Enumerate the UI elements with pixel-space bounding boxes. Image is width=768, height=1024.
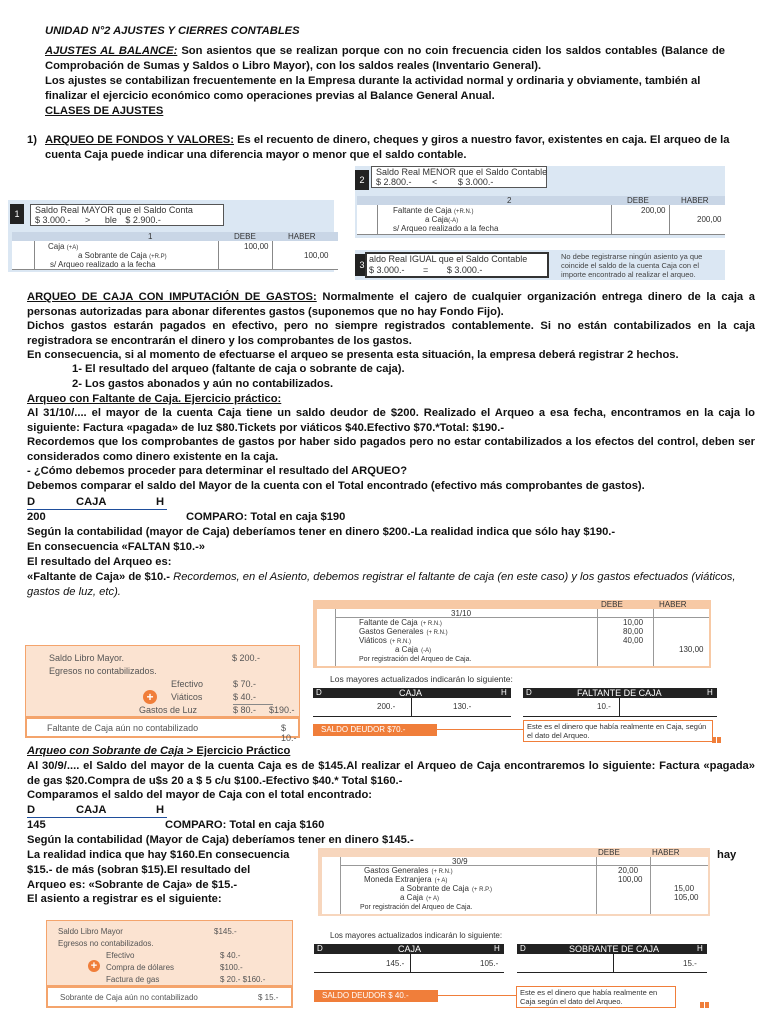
ledger-row-tag: (+ A) — [426, 896, 439, 902]
fig1-row2-tag: (+R.P) — [149, 254, 167, 260]
ledger-row-account: Gastos Generales — [359, 627, 424, 636]
fig7-panel — [46, 920, 293, 1010]
ledger-row — [400, 884, 492, 893]
imputacion-text1: Normalmente el cajero de cualquier organización entrega dinero de la caja a personas autorizadas para abonar diferentes gastos (suponemos que no hay Fondo Fijo). — [27, 291, 756, 318]
fig4-caja-bar — [313, 688, 511, 698]
ledger-row-tag: (+ R.N.) — [426, 630, 448, 636]
ledger-row — [400, 893, 439, 902]
fig5-plus-icon: + — [143, 690, 157, 704]
sobrante-p4a: La realidad indica que hay $160.En consecuencia — [27, 849, 290, 861]
expense-item-name: Compra de dólares — [106, 963, 175, 972]
ledger-row-debe: 10,00 — [623, 618, 644, 627]
taccount1-h: H — [156, 496, 165, 508]
fig1-haber: HABER — [288, 232, 316, 241]
ledger-row-account: Gastos Generales — [364, 866, 429, 875]
arqueo-label: ARQUEO DE FONDOS Y VALORES: — [45, 134, 234, 146]
fig7-r1v: $145.- — [214, 927, 237, 936]
fig8-sobrante-d: D — [520, 944, 526, 953]
faltante-comparo: COMPARO: Total en caja $190 — [186, 511, 346, 523]
fig6-footer: Por registración del Arqueo de Caja. — [360, 904, 473, 911]
fig4-ledger-body — [317, 609, 709, 666]
ledger-row-account: a Caja — [400, 893, 424, 902]
fig2-col-num: 2 — [507, 196, 512, 205]
fig1-header: Saldo Real MAYOR que el Saldo Conta — [35, 205, 193, 215]
ajustes-paragraph — [45, 44, 725, 73]
fig4-mark-a — [712, 737, 716, 743]
fig1-col-num: 1 — [148, 232, 153, 241]
faltante-p4: Debemos comparar el saldo del Mayor de la cuenta con el Total encontrado (efectivo más comprobantes de gastos). — [27, 480, 645, 492]
fig8-caja-haber: 105.- — [480, 959, 499, 968]
expense-item-value: $100.- — [220, 963, 243, 972]
ledger-row-haber: 15,00 — [674, 884, 695, 893]
fig1-row2: a Sobrante de Caja — [78, 251, 147, 260]
expense-item-name: Viáticos — [171, 692, 203, 702]
fig4-faltante-d: D — [526, 688, 532, 697]
fig8-caja-h: H — [494, 944, 500, 953]
fig6-debe: DEBE — [598, 848, 620, 857]
ledger-row-debe: 20,00 — [618, 866, 639, 875]
sobrante-title: Arqueo con Sobrante de Caja — [27, 745, 184, 757]
expense-item-value: $ 70.- — [233, 679, 257, 689]
fig3-op: = — [423, 265, 429, 275]
fig4-caja-h: H — [501, 688, 507, 697]
fig1-ledger-head — [12, 232, 338, 241]
fig4-faltante-debe: 10.- — [597, 702, 611, 711]
fig2-ledger-body — [357, 205, 725, 235]
expense-item-name: Efectivo — [106, 951, 135, 960]
faltante-p8-bold: «Faltante de Caja» de $10.- — [27, 571, 171, 583]
imputacion-p3: En consecuencia, si al momento de efectuarse el arqueo se presenta esta situación, la empresa deberá registrar 2 hechos. — [27, 349, 679, 361]
faltante-p3: - ¿Cómo debemos proceder para determinar el resultado del ARQUEO? — [27, 465, 408, 477]
expense-item-name: Factura de gas — [106, 975, 160, 984]
arqueo-text: Es el recuento de dinero, cheques y giros a nuestro favor, existentes en caja. El arqueo de la cuenta Caja puede indicar una diferencia mayor o menor que el saldo contable. — [45, 134, 730, 161]
ledger-row-account: Faltante de Caja — [359, 618, 418, 627]
fig1-right: $ 2.900.- — [125, 215, 161, 225]
sobrante-p1: Al 30/9/.... el Saldo del mayor de la cuenta Caja es de $145.Al realizar el Arqueo de Caja encontraremos lo siguiente: Factura «pagada» de gas $20.Compra de u$s 20 a $ 5 c/u $100.-Efectivo $40.* Total $160.- — [27, 760, 755, 787]
ledger-row — [364, 875, 447, 884]
fig1-debe: DEBE — [234, 232, 256, 241]
fig4-faltante-title: FALTANTE DE CAJA — [577, 688, 662, 698]
fig4-footer: Por registración del Arqueo de Caja. — [359, 656, 472, 663]
fig3-number: 3 — [355, 254, 369, 276]
fig4-haber: HABER — [659, 600, 687, 609]
fig8-sobrante-h: H — [697, 944, 703, 953]
expense-item-value: $ 40.- — [233, 692, 257, 702]
fig3-note: No debe registrarse ningún asiento ya que coincide el saldo de la cuenta Caja con el importe encontrado al realizar el arqueo. — [561, 252, 703, 279]
fig8-saldo-line — [438, 995, 516, 996]
fig3-panel — [355, 250, 725, 280]
fig4-mayores: Los mayores actualizados indicarán lo siguiente: — [330, 674, 513, 684]
fig2-row2-tag: (-A) — [448, 218, 459, 224]
ledger-row-tag: (+ R.N.) — [420, 621, 442, 627]
fig8-mark-b — [705, 1002, 709, 1008]
imputacion-p1 — [27, 290, 755, 319]
fig2-left: $ 2.800.- — [376, 177, 412, 187]
fig4-saldo: SALDO DEUDOR $70.- — [313, 724, 437, 736]
fig2-panel — [355, 166, 725, 238]
fig7-r2: Egresos no contabilizados. — [58, 939, 154, 948]
sobrante-title-line — [27, 744, 290, 759]
fig2-row1-tag: (+R.N.) — [453, 209, 474, 215]
sobrante-p4b: hay — [717, 849, 737, 861]
fig4-caja-haber: 130.- — [453, 702, 472, 711]
imputacion-h1: 1- El resultado del arqueo (faltante de caja o sobrante de caja). — [72, 363, 405, 375]
ledger-row-haber: 130,00 — [679, 645, 704, 654]
ledger-row-account: Viáticos — [359, 636, 387, 645]
arqueo-paragraph — [45, 133, 755, 162]
fig4-faltante-bar — [523, 688, 717, 698]
ledger-row-debe: 100,00 — [618, 875, 643, 884]
fig1-number: 1 — [10, 204, 24, 224]
fig4-caja-title: CAJA — [399, 688, 423, 698]
sobrante-p7: El asiento a registrar es el siguiente: — [27, 893, 222, 905]
fig8-mark-a — [700, 1002, 704, 1008]
fig4-caja-d: D — [316, 688, 322, 697]
fig5-r1: Saldo Libro Mayor. — [49, 653, 125, 663]
fig5-r3: Faltante de Caja aún no contabilizado — [47, 723, 199, 733]
imputacion-p2: Dichos gastos estarán pagados en efectivo, pero no siempre registrados contablemente. Si no están contabilizados en la caja registradora se encontrarán el dinero y los comprobantes de los gastos. — [27, 320, 755, 347]
ledger-row-account: a Caja — [395, 645, 419, 654]
fig5-r3v: $ 10.- — [281, 723, 297, 743]
ledger-row-tag: (+ R.N.) — [431, 869, 453, 875]
page-title: UNIDAD N°2 AJUSTES Y CIERRES CONTABLES — [45, 25, 300, 37]
expense-item-name: Efectivo — [171, 679, 204, 689]
fig1-row1-debe: 100,00 — [244, 242, 269, 251]
fig7-r3v: $ 15.- — [258, 993, 279, 1002]
taccount1-rule — [27, 509, 167, 510]
expense-item-name: Gastos de Luz — [139, 705, 198, 715]
sobrante-p5: $15.- de más (sobran $15).El resultado del — [27, 864, 251, 876]
taccount1-caja: CAJA — [76, 496, 107, 508]
fig2-header-box — [371, 166, 547, 188]
fig1-ledger-body — [12, 241, 338, 270]
taccount2-d: D — [27, 804, 36, 816]
fig1-row1: Caja — [48, 242, 65, 251]
ledger-row — [359, 636, 411, 645]
fig1-header-box — [30, 204, 224, 226]
fig8-nota: Este es el dinero que había realmente en Caja según el dato del Arqueo. — [516, 986, 676, 1008]
fig2-haber: HABER — [681, 196, 709, 205]
fig6-ledger — [318, 848, 710, 916]
fig3-left: $ 3.000.- — [369, 265, 405, 275]
expense-item-value: $ 40.- — [220, 951, 241, 960]
ledger-row — [364, 866, 453, 875]
fig2-row1-debe: 200,00 — [641, 206, 666, 215]
ledger-row — [395, 645, 431, 654]
ajustes-label: AJUSTES AL BALANCE: — [45, 45, 178, 57]
fig1-row3: s/ Arqueo realizado a la fecha — [50, 260, 156, 269]
fig5-r2: Egresos no contabilizados. — [49, 666, 157, 676]
taccount1-val: 200 — [27, 511, 46, 523]
fig3-header-box — [365, 252, 549, 278]
fig4-saldo-line — [437, 729, 523, 730]
fig1-op: > — [85, 215, 91, 225]
fig3-header: aldo Real IGUAL que el Saldo Contable — [369, 254, 528, 264]
ledger-row-tag: (+ A) — [434, 878, 448, 884]
fig1-left: $ 3.000.- — [35, 215, 71, 225]
fig2-row2: a Caja — [425, 215, 449, 224]
fig4-faltante-account — [523, 688, 717, 718]
ledger-row-tag: (+ R.P.) — [471, 887, 492, 893]
arqueo-number: 1) — [27, 134, 37, 146]
fig4-date: 31/10 — [451, 609, 472, 618]
clases-heading: CLASES DE AJUSTES — [45, 105, 164, 117]
fig5-total: $190.- — [269, 705, 295, 715]
fig8-sobrante-account — [517, 944, 707, 974]
fig2-number: 2 — [355, 170, 369, 190]
faltante-p5: Según la contabilidad (mayor de Caja) deberíamos tener en dinero $200.-La realidad indica que sólo hay $190.- — [27, 526, 616, 538]
imputacion-label: ARQUEO DE CAJA CON IMPUTACIÓN DE GASTOS: — [27, 291, 317, 303]
fig8-caja-title: CAJA — [398, 944, 422, 954]
fig2-right: $ 3.000.- — [457, 177, 494, 187]
faltante-p6: En consecuencia «FALTAN $10.-» — [27, 541, 206, 553]
fig8-saldo: SALDO DEUDOR $ 40.- — [314, 990, 438, 1002]
ledger-row — [359, 618, 442, 627]
fig5-r1v: $ 200.- — [232, 653, 261, 663]
fig4-faltante-h: H — [707, 688, 713, 697]
fig2-op: < — [432, 177, 438, 187]
fig4-ledger — [313, 600, 711, 668]
fig4-caja-account — [313, 688, 511, 718]
ledger-row-tag: (+ R.N.) — [389, 639, 412, 645]
fig8-sobrante-title: SOBRANTE DE CAJA — [569, 944, 660, 954]
ledger-row-account: Moneda Extranjera — [364, 875, 432, 884]
faltante-title: Arqueo con Faltante de Caja. Ejercicio práctico: — [27, 393, 282, 405]
fig2-row2-haber: 200,00 — [697, 215, 722, 224]
sobrante-p6: Arqueo es: «Sobrante de Caja» de $15.- — [27, 879, 238, 891]
fig4-caja-debe: 200.- — [377, 702, 396, 711]
expense-item-value: $ 80.- — [233, 705, 257, 715]
fig8-caja-bar — [314, 944, 504, 954]
fig8-sobrante-bar — [517, 944, 707, 954]
taccount2-caja: CAJA — [76, 804, 107, 816]
fig6-ledger-body — [322, 857, 708, 914]
sobrante-comparo: COMPARO: Total en caja $160 — [165, 819, 325, 831]
imputacion-h2: 2- Los gastos abonados y aún no contabilizados. — [72, 378, 334, 390]
taccount2-rule — [27, 817, 167, 818]
faltante-p1: Al 31/10/.... el mayor de la cuenta Caja tiene un saldo deudor de $200. Realizado el Arqueo a esa fecha, encontramos en la caja lo siguiente: Factura «pagada» de luz $80.Tickets por viáticos $40.Efectivo $70.*Total: $190.- — [27, 407, 755, 434]
faltante-p7: El resultado del Arqueo es: — [27, 556, 172, 568]
fig2-row1: Faltante de Caja — [393, 206, 452, 215]
fig4-debe: DEBE — [601, 600, 623, 609]
faltante-p8-italic: Recordemos, en el Asiento, debemos registrar el faltante de caja (en este caso) y los gastos efectuados (viáticos, gastos de luz, etc). — [27, 571, 736, 598]
taccount2-val: 145 — [27, 819, 46, 831]
faltante-p8 — [27, 570, 755, 599]
fig1-row1-tag: (+A) — [66, 245, 79, 251]
ledger-row-haber: 105,00 — [674, 893, 699, 902]
fig7-r1: Saldo Libro Mayor — [58, 927, 123, 936]
fig1-panel — [8, 200, 334, 272]
fig8-caja-d: D — [317, 944, 323, 953]
fig8-mayores: Los mayores actualizados indicarán lo siguiente: — [330, 931, 503, 940]
sobrante-title2: > Ejercicio Práctico — [183, 745, 291, 757]
fig4-mark-b — [717, 737, 721, 743]
fig2-debe: DEBE — [627, 196, 649, 205]
fig8-sobrante-haber: 15.- — [683, 959, 697, 968]
ledger-row-debe: 40,00 — [623, 636, 644, 645]
ledger-row-tag: (-A) — [421, 648, 432, 654]
fig4-nota: Este es el dinero que había realmente en Caja, según el dato del Arqueo. — [523, 720, 713, 742]
ledger-row-account: a Sobrante de Caja — [400, 884, 469, 893]
ajustes-text1: Son asientos que se realizan porque con no coin frecuencia ciden los saldos contables (Balance de Comprobación de Sumas y Saldos o Libro Mayor), con los saldos reales (Inventario General). — [45, 45, 725, 72]
fig8-caja-debe: 145.- — [386, 959, 405, 968]
ledger-row-debe: 80,00 — [623, 627, 644, 636]
taccount2-h: H — [156, 804, 165, 816]
taccount1-d: D — [27, 496, 36, 508]
fig2-row3: s/ Arqueo realizado a la fecha — [393, 224, 499, 233]
ajustes-text2: Los ajustes se contabilizan frecuentemente en la Empresa durante la actividad normal y ordinaria y obviamente, también al finalizar el ejercicio económico como operaciones previas al Balance General Anual. — [45, 75, 701, 102]
fig7-r3: Sobrante de Caja aún no contabilizado — [60, 993, 198, 1002]
fig8-caja-account — [314, 944, 504, 974]
fig5-panel — [25, 645, 300, 743]
expense-item-value: $ 20.- $160.- — [220, 975, 266, 984]
faltante-p2: Recordemos que los comprobantes de gastos por haber sido pagados pero no estar contabilizados a los efectos del control, deben ser considerados como dinero existente en la caja. — [27, 436, 755, 463]
sobrante-p3: Según la contabilidad (Mayor de Caja) deberíamos tener en dinero $145.- — [27, 834, 414, 846]
fig2-ledger-head — [357, 196, 725, 205]
fig1-ble: ble — [104, 215, 117, 225]
ledger-row — [359, 627, 448, 636]
sobrante-p2: Comparamos el saldo del mayor de Caja con el total encontrado: — [27, 789, 373, 801]
fig7-plus-icon: + — [88, 960, 100, 972]
fig6-haber: HABER — [652, 848, 680, 857]
fig1-row2-haber: 100,00 — [304, 251, 329, 260]
fig3-right: $ 3.000.- — [446, 265, 483, 275]
fig6-date: 30/9 — [452, 857, 468, 866]
fig2-header: Saldo Real MENOR que el Saldo Contable — [376, 167, 548, 177]
